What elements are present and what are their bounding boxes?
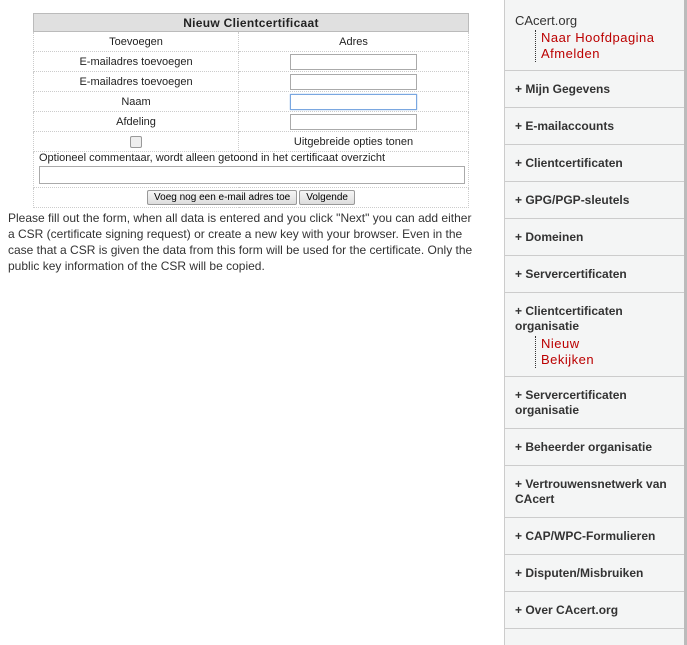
sidebar-item-org-server-certs[interactable]: + Servercertificaten organisatie <box>505 377 685 429</box>
info-text: Please fill out the form, when all data is entered and you click "Next" you can add either a CSR (certificate signing request) or create a new key with your browser. Even in the case that a CSR is given the data from this form will be used for the certificate. Only the public key information of the CSR will be copied. <box>8 211 473 273</box>
email-label-1: E-mailadres toevoegen <box>34 52 239 72</box>
org-client-new-link[interactable]: Nieuw <box>541 336 580 351</box>
comment-input[interactable] <box>39 166 465 184</box>
add-email-button[interactable]: Voeg nog een e-mail adres toe <box>147 190 297 205</box>
department-label: Afdeling <box>34 112 239 132</box>
extended-options-checkbox[interactable] <box>130 136 142 148</box>
org-client-view-link[interactable]: Bekijken <box>541 352 595 367</box>
sidebar <box>504 0 685 645</box>
name-input[interactable] <box>290 94 417 110</box>
sidebar-item-cap-forms[interactable]: + CAP/WPC-Formulieren <box>505 518 685 555</box>
sidebar-item-my-details[interactable]: + Mijn Gegevens <box>505 71 685 108</box>
email-input-2[interactable] <box>290 74 417 90</box>
sidebar-item-gpg-keys[interactable]: + GPG/PGP-sleutels <box>505 182 685 219</box>
sidebar-item-org-admin[interactable]: + Beheerder organisatie <box>505 429 685 466</box>
sidebar-item-server-certs[interactable]: + Servercertificaten <box>505 256 685 293</box>
new-client-cert-form <box>33 13 469 208</box>
sidebar-item-org-client-certs[interactable]: + Clientcertificaten organisatie <box>515 304 623 333</box>
home-link[interactable]: Naar Hoofdpagina <box>541 30 655 45</box>
sidebar-site-title: CAcert.org <box>515 13 578 28</box>
logout-link[interactable]: Afmelden <box>541 46 600 61</box>
form-title: Nieuw Clientcertificaat <box>34 14 469 32</box>
email-label-2: E-mailadres toevoegen <box>34 72 239 92</box>
sidebar-item-disputes[interactable]: + Disputen/Misbruiken <box>505 555 685 592</box>
main-content <box>8 13 473 274</box>
name-label: Naam <box>34 92 239 112</box>
sidebar-item-web-of-trust[interactable]: + Vertrouwensnetwerk van CAcert <box>505 466 685 518</box>
email-input-1[interactable] <box>290 54 417 70</box>
comment-label: Optioneel commentaar, wordt alleen getoond in het certificaat overzicht <box>39 152 386 164</box>
col-header-add: Toevoegen <box>34 32 239 52</box>
sidebar-item-email-accounts[interactable]: + E-mailaccounts <box>505 108 685 145</box>
sidebar-item-client-certs[interactable]: + Clientcertificaten <box>505 145 685 182</box>
sidebar-item-domains[interactable]: + Domeinen <box>505 219 685 256</box>
extended-options-label: Uitgebreide opties tonen <box>239 132 469 152</box>
sidebar-item-about[interactable]: + Over CAcert.org <box>505 592 685 629</box>
department-input[interactable] <box>290 114 417 130</box>
col-header-address: Adres <box>239 32 469 52</box>
next-button[interactable]: Volgende <box>299 190 355 205</box>
